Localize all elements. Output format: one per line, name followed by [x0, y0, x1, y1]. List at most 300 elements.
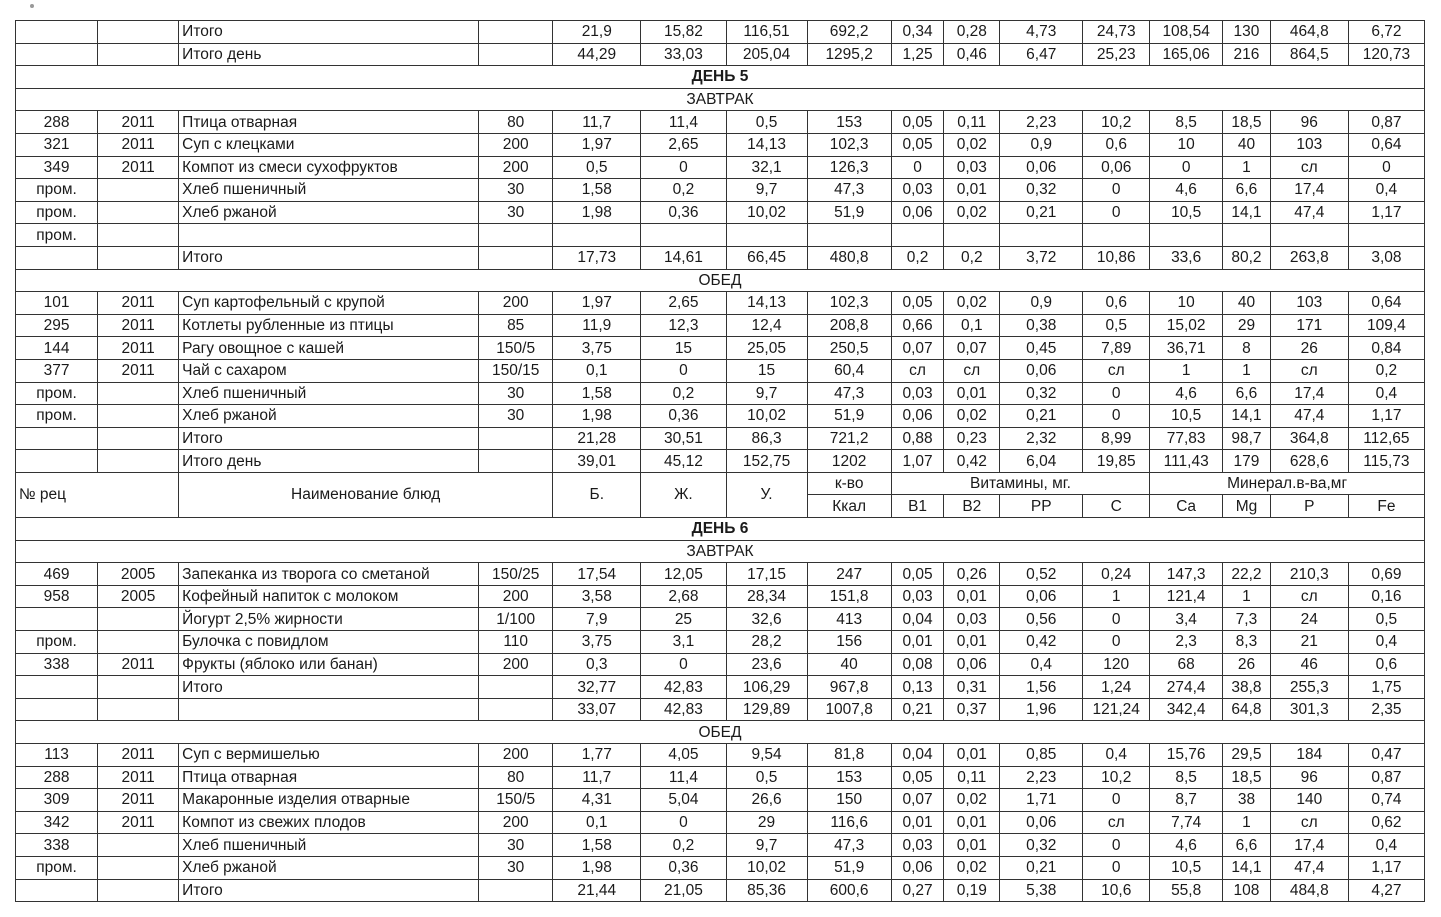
- protein-cell: 11,9: [553, 314, 641, 337]
- table-row: [16, 766, 1425, 789]
- phosphorus-cell: сл: [1270, 156, 1348, 179]
- calcium-cell: 55,8: [1150, 879, 1223, 902]
- recipe-year-cell: 2011: [98, 766, 179, 789]
- vitamin-c-cell: 121,24: [1083, 698, 1150, 721]
- vitamin-pp-cell: 2,23: [1000, 766, 1083, 789]
- recipe-year-cell: 2011: [98, 789, 179, 812]
- phosphorus-cell: сл: [1270, 585, 1348, 608]
- iron-cell: 0,84: [1348, 337, 1424, 360]
- calcium-cell: 0: [1150, 156, 1223, 179]
- kcal-cell: 250,5: [807, 337, 891, 360]
- phosphorus-cell: 17,4: [1270, 382, 1348, 405]
- vitamin-b2-cell: 0,01: [944, 179, 1000, 202]
- protein-cell: 0,3: [553, 653, 641, 676]
- magnesium-cell: 80,2: [1223, 246, 1271, 269]
- table-row: [16, 608, 1425, 631]
- vitamin-pp-cell: 1,56: [1000, 676, 1083, 699]
- vitamin-b2-cell: 0,07: [944, 337, 1000, 360]
- calcium-cell: 8,5: [1150, 111, 1223, 134]
- kcal-cell: 967,8: [807, 676, 891, 699]
- table-row: [16, 359, 1425, 382]
- protein-cell: 1,98: [553, 405, 641, 428]
- table-row: [16, 111, 1425, 134]
- phosphorus-cell: 46: [1270, 653, 1348, 676]
- recipe-number-cell: 338: [16, 834, 98, 857]
- protein-cell: 17,54: [553, 563, 641, 586]
- table-row: [16, 405, 1425, 428]
- vitamin-c-cell: 0,6: [1083, 292, 1150, 315]
- table-row: [16, 585, 1425, 608]
- vitamin-pp-cell: 0,06: [1000, 359, 1083, 382]
- table-row: [16, 789, 1425, 812]
- portion-cell: 80: [479, 766, 553, 789]
- kcal-cell: 102,3: [807, 133, 891, 156]
- magnesium-cell: 40: [1223, 292, 1271, 315]
- vitamin-b1-cell: 0,34: [891, 21, 944, 44]
- phosphorus-cell: 103: [1270, 133, 1348, 156]
- recipe-year-cell: [98, 246, 179, 269]
- phosphorus-cell: сл: [1270, 811, 1348, 834]
- dish-name-cell: Чай с сахаром: [179, 359, 479, 382]
- vitamin-c-cell: 0: [1083, 631, 1150, 654]
- protein-cell: 0,1: [553, 359, 641, 382]
- vitamin-b2-cell: 0,01: [944, 811, 1000, 834]
- vitamin-c-cell: сл: [1083, 811, 1150, 834]
- recipe-year-cell: [98, 676, 179, 699]
- carbs-cell: 15: [726, 359, 807, 382]
- vitamin-pp-cell: 1,96: [1000, 698, 1083, 721]
- carbs-cell: 9,7: [726, 834, 807, 857]
- table-row: [16, 676, 1425, 699]
- recipe-number-cell: 469: [16, 563, 98, 586]
- phosphorus-cell: 24: [1270, 608, 1348, 631]
- table-row: [16, 698, 1425, 721]
- iron-cell: 1,17: [1348, 405, 1424, 428]
- magnesium-cell: 40: [1223, 133, 1271, 156]
- magnesium-cell: 108: [1223, 879, 1271, 902]
- table-row: [16, 156, 1425, 179]
- fat-cell: 2,68: [641, 585, 726, 608]
- recipe-number-cell: [16, 879, 98, 902]
- recipe-number-cell: [16, 427, 98, 450]
- magnesium-cell: 8: [1223, 337, 1271, 360]
- vitamin-pp-cell: 6,47: [1000, 43, 1083, 66]
- phosphorus-cell: 184: [1270, 744, 1348, 767]
- portion-cell: 150/25: [479, 563, 553, 586]
- protein-cell: 7,9: [553, 608, 641, 631]
- meal-heading: ОБЕД: [16, 721, 1425, 744]
- vitamin-c-cell: [1083, 224, 1150, 247]
- dish-name-cell: [179, 698, 479, 721]
- kcal-cell: 51,9: [807, 856, 891, 879]
- dish-name-cell: Итого: [179, 879, 479, 902]
- vitamin-pp-cell: 0,9: [1000, 133, 1083, 156]
- recipe-number-cell: 288: [16, 111, 98, 134]
- dish-name-cell: Суп картофельный с крупой: [179, 292, 479, 315]
- dish-name-cell: Птица отварная: [179, 766, 479, 789]
- vitamin-pp-cell: 0,32: [1000, 179, 1083, 202]
- recipe-year-cell: 2011: [98, 653, 179, 676]
- scan-speck: [30, 4, 34, 8]
- protein-cell: 1,98: [553, 201, 641, 224]
- vitamin-pp-cell: 0,32: [1000, 382, 1083, 405]
- table-row: [16, 856, 1425, 879]
- meal-heading: ЗАВТРАК: [16, 540, 1425, 563]
- fat-cell: 11,4: [641, 111, 726, 134]
- table-row: [16, 43, 1425, 66]
- calcium-cell: 10,5: [1150, 201, 1223, 224]
- recipe-year-cell: [98, 856, 179, 879]
- table-row: [16, 133, 1425, 156]
- phosphorus-cell: 464,8: [1270, 21, 1348, 44]
- protein-cell: 3,75: [553, 631, 641, 654]
- iron-cell: [1348, 224, 1424, 247]
- fat-cell: 30,51: [641, 427, 726, 450]
- carbs-cell: 116,51: [726, 21, 807, 44]
- vitamin-b1-cell: 0,07: [891, 337, 944, 360]
- vitamin-b1-cell: 0,05: [891, 766, 944, 789]
- recipe-year-cell: 2005: [98, 585, 179, 608]
- day-heading-row: [16, 66, 1425, 89]
- day-heading-row: [16, 518, 1425, 541]
- calcium-cell: 121,4: [1150, 585, 1223, 608]
- magnesium-cell: 14,1: [1223, 201, 1271, 224]
- table-row: [16, 563, 1425, 586]
- table-row: [16, 292, 1425, 315]
- table-row: [16, 224, 1425, 247]
- magnesium-cell: 18,5: [1223, 766, 1271, 789]
- iron-cell: 0,64: [1348, 133, 1424, 156]
- vitamin-c-cell: 0,4: [1083, 744, 1150, 767]
- kcal-cell: 40: [807, 653, 891, 676]
- portion-cell: 30: [479, 405, 553, 428]
- table-row: [16, 337, 1425, 360]
- vitamin-b1-cell: 0,2: [891, 246, 944, 269]
- magnesium-cell: 64,8: [1223, 698, 1271, 721]
- carbs-cell: 17,15: [726, 563, 807, 586]
- vitamin-b1-cell: сл: [891, 359, 944, 382]
- dish-name-cell: Суп с вермишелью: [179, 744, 479, 767]
- recipe-number-cell: пром.: [16, 382, 98, 405]
- vitamin-pp-cell: 0,56: [1000, 608, 1083, 631]
- vitamin-b1-cell: 0,03: [891, 834, 944, 857]
- recipe-year-cell: 2011: [98, 744, 179, 767]
- iron-cell: 0,69: [1348, 563, 1424, 586]
- phosphorus-cell: 484,8: [1270, 879, 1348, 902]
- vitamin-c-cell: 24,73: [1083, 21, 1150, 44]
- vitamin-b2-cell: 0,01: [944, 631, 1000, 654]
- header-cell-c: C: [1083, 495, 1150, 518]
- carbs-cell: 12,4: [726, 314, 807, 337]
- carbs-cell: 205,04: [726, 43, 807, 66]
- dish-name-cell: Хлеб пшеничный: [179, 382, 479, 405]
- recipe-year-cell: [98, 21, 179, 44]
- fat-cell: 11,4: [641, 766, 726, 789]
- protein-cell: 17,73: [553, 246, 641, 269]
- magnesium-cell: 38: [1223, 789, 1271, 812]
- vitamin-pp-cell: 0,06: [1000, 585, 1083, 608]
- recipe-number-cell: [16, 21, 98, 44]
- vitamin-b1-cell: 0,03: [891, 585, 944, 608]
- calcium-cell: 111,43: [1150, 450, 1223, 473]
- vitamin-b1-cell: 0,21: [891, 698, 944, 721]
- vitamin-b2-cell: 0,2: [944, 246, 1000, 269]
- meal-heading: ЗАВТРАК: [16, 88, 1425, 111]
- vitamin-b1-cell: 0,27: [891, 879, 944, 902]
- kcal-cell: 102,3: [807, 292, 891, 315]
- recipe-year-cell: [98, 179, 179, 202]
- table-row: [16, 201, 1425, 224]
- protein-cell: 32,77: [553, 676, 641, 699]
- dish-name-cell: Хлеб пшеничный: [179, 179, 479, 202]
- vitamin-b1-cell: 0,04: [891, 744, 944, 767]
- vitamin-c-cell: 10,2: [1083, 766, 1150, 789]
- phosphorus-cell: 864,5: [1270, 43, 1348, 66]
- recipe-year-cell: [98, 879, 179, 902]
- recipe-year-cell: [98, 631, 179, 654]
- calcium-cell: 274,4: [1150, 676, 1223, 699]
- vitamin-c-cell: 0: [1083, 834, 1150, 857]
- magnesium-cell: 216: [1223, 43, 1271, 66]
- vitamin-b2-cell: 0,1: [944, 314, 1000, 337]
- iron-cell: 112,65: [1348, 427, 1424, 450]
- recipe-number-cell: [16, 698, 98, 721]
- iron-cell: 0,87: [1348, 111, 1424, 134]
- fat-cell: 15: [641, 337, 726, 360]
- vitamin-pp-cell: 0,21: [1000, 405, 1083, 428]
- recipe-number-cell: 338: [16, 653, 98, 676]
- recipe-number-cell: 349: [16, 156, 98, 179]
- phosphorus-cell: 17,4: [1270, 834, 1348, 857]
- protein-cell: 39,01: [553, 450, 641, 473]
- dish-name-cell: Хлеб ржаной: [179, 856, 479, 879]
- header-cell-vitamins: Витамины, мг.: [891, 472, 1149, 495]
- kcal-cell: 413: [807, 608, 891, 631]
- fat-cell: 0,36: [641, 405, 726, 428]
- carbs-cell: 10,02: [726, 405, 807, 428]
- protein-cell: 1,98: [553, 856, 641, 879]
- table-row: [16, 21, 1425, 44]
- vitamin-b1-cell: 0,06: [891, 856, 944, 879]
- header-cell-fe: Fe: [1348, 495, 1424, 518]
- dish-name-cell: Хлеб пшеничный: [179, 834, 479, 857]
- iron-cell: 0,16: [1348, 585, 1424, 608]
- calcium-cell: 33,6: [1150, 246, 1223, 269]
- vitamin-pp-cell: 0,38: [1000, 314, 1083, 337]
- kcal-cell: 208,8: [807, 314, 891, 337]
- iron-cell: 0,47: [1348, 744, 1424, 767]
- magnesium-cell: 26: [1223, 653, 1271, 676]
- recipe-number-cell: пром.: [16, 201, 98, 224]
- carbs-cell: 28,2: [726, 631, 807, 654]
- iron-cell: 6,72: [1348, 21, 1424, 44]
- vitamin-pp-cell: 0,21: [1000, 201, 1083, 224]
- phosphorus-cell: 17,4: [1270, 179, 1348, 202]
- vitamin-c-cell: 0: [1083, 382, 1150, 405]
- magnesium-cell: 179: [1223, 450, 1271, 473]
- header-cell-b2: B2: [944, 495, 1000, 518]
- fat-cell: 0,36: [641, 201, 726, 224]
- header-cell-b1: B1: [891, 495, 944, 518]
- magnesium-cell: 18,5: [1223, 111, 1271, 134]
- magnesium-cell: 38,8: [1223, 676, 1271, 699]
- protein-cell: 11,7: [553, 766, 641, 789]
- vitamin-c-cell: 0: [1083, 789, 1150, 812]
- fat-cell: 4,05: [641, 744, 726, 767]
- portion-cell: 150/5: [479, 337, 553, 360]
- iron-cell: 0,4: [1348, 382, 1424, 405]
- portion-cell: 150/15: [479, 359, 553, 382]
- vitamin-b2-cell: сл: [944, 359, 1000, 382]
- vitamin-b1-cell: 0,08: [891, 653, 944, 676]
- fat-cell: 0: [641, 653, 726, 676]
- table-row: [16, 811, 1425, 834]
- dish-name-cell: Птица отварная: [179, 111, 479, 134]
- phosphorus-cell: 21: [1270, 631, 1348, 654]
- recipe-year-cell: 2011: [98, 292, 179, 315]
- magnesium-cell: 1: [1223, 359, 1271, 382]
- dish-name-cell: Итого: [179, 21, 479, 44]
- protein-cell: 21,28: [553, 427, 641, 450]
- recipe-year-cell: [98, 608, 179, 631]
- vitamin-b1-cell: 0,07: [891, 789, 944, 812]
- recipe-year-cell: 2011: [98, 156, 179, 179]
- meal-heading-row: [16, 540, 1425, 563]
- portion-cell: 200: [479, 133, 553, 156]
- protein-cell: 33,07: [553, 698, 641, 721]
- calcium-cell: 342,4: [1150, 698, 1223, 721]
- calcium-cell: 8,7: [1150, 789, 1223, 812]
- dish-name-cell: Компот из смеси сухофруктов: [179, 156, 479, 179]
- iron-cell: 4,27: [1348, 879, 1424, 902]
- vitamin-c-cell: 0: [1083, 405, 1150, 428]
- vitamin-b2-cell: 0,01: [944, 585, 1000, 608]
- vitamin-c-cell: 0,5: [1083, 314, 1150, 337]
- vitamin-c-cell: 10,86: [1083, 246, 1150, 269]
- vitamin-pp-cell: 0,32: [1000, 834, 1083, 857]
- kcal-cell: 151,8: [807, 585, 891, 608]
- vitamin-pp-cell: 0,21: [1000, 856, 1083, 879]
- vitamin-b1-cell: 1,07: [891, 450, 944, 473]
- recipe-number-cell: 321: [16, 133, 98, 156]
- vitamin-b2-cell: 0,02: [944, 789, 1000, 812]
- carbs-cell: 14,13: [726, 133, 807, 156]
- header-cell-b: Б.: [553, 472, 641, 517]
- table-body: [16, 21, 1425, 902]
- protein-cell: 44,29: [553, 43, 641, 66]
- carbs-cell: 0,5: [726, 111, 807, 134]
- fat-cell: 0,36: [641, 856, 726, 879]
- portion-cell: [479, 698, 553, 721]
- carbs-cell: 10,02: [726, 201, 807, 224]
- magnesium-cell: 29: [1223, 314, 1271, 337]
- portion-cell: [479, 450, 553, 473]
- vitamin-c-cell: 1: [1083, 585, 1150, 608]
- meal-heading-row: [16, 269, 1425, 292]
- fat-cell: 0,2: [641, 179, 726, 202]
- phosphorus-cell: 103: [1270, 292, 1348, 315]
- iron-cell: 0,4: [1348, 179, 1424, 202]
- calcium-cell: 4,6: [1150, 179, 1223, 202]
- vitamin-b1-cell: 0,05: [891, 292, 944, 315]
- iron-cell: 0,87: [1348, 766, 1424, 789]
- protein-cell: 1,58: [553, 834, 641, 857]
- vitamin-b2-cell: 0,03: [944, 156, 1000, 179]
- vitamin-b2-cell: 0,11: [944, 766, 1000, 789]
- protein-cell: 1,58: [553, 382, 641, 405]
- recipe-year-cell: [98, 405, 179, 428]
- iron-cell: 1,17: [1348, 201, 1424, 224]
- table-row: [16, 450, 1425, 473]
- magnesium-cell: 6,6: [1223, 834, 1271, 857]
- protein-cell: [553, 224, 641, 247]
- iron-cell: 1,17: [1348, 856, 1424, 879]
- vitamin-pp-cell: 0,85: [1000, 744, 1083, 767]
- carbs-cell: 32,1: [726, 156, 807, 179]
- protein-cell: 4,31: [553, 789, 641, 812]
- vitamin-b2-cell: 0,42: [944, 450, 1000, 473]
- protein-cell: 1,97: [553, 133, 641, 156]
- kcal-cell: 1007,8: [807, 698, 891, 721]
- calcium-cell: 8,5: [1150, 766, 1223, 789]
- vitamin-c-cell: 7,89: [1083, 337, 1150, 360]
- vitamin-c-cell: 19,85: [1083, 450, 1150, 473]
- dish-name-cell: Итого: [179, 427, 479, 450]
- carbs-cell: 9,7: [726, 382, 807, 405]
- protein-cell: 3,75: [553, 337, 641, 360]
- iron-cell: 109,4: [1348, 314, 1424, 337]
- portion-cell: [479, 43, 553, 66]
- recipe-number-cell: [16, 43, 98, 66]
- phosphorus-cell: 26: [1270, 337, 1348, 360]
- vitamin-c-cell: 0: [1083, 179, 1150, 202]
- kcal-cell: 156: [807, 631, 891, 654]
- recipe-number-cell: 309: [16, 789, 98, 812]
- meal-heading-row: [16, 721, 1425, 744]
- recipe-number-cell: 113: [16, 744, 98, 767]
- recipe-year-cell: [98, 382, 179, 405]
- vitamin-b2-cell: 0,02: [944, 201, 1000, 224]
- calcium-cell: 10: [1150, 292, 1223, 315]
- header-cell-ca: Ca: [1150, 495, 1223, 518]
- portion-cell: 200: [479, 811, 553, 834]
- kcal-cell: 480,8: [807, 246, 891, 269]
- column-header-row: [16, 472, 1425, 495]
- phosphorus-cell: 47,4: [1270, 856, 1348, 879]
- magnesium-cell: 6,6: [1223, 179, 1271, 202]
- portion-cell: 30: [479, 382, 553, 405]
- recipe-year-cell: [98, 427, 179, 450]
- fat-cell: 14,61: [641, 246, 726, 269]
- recipe-number-cell: 288: [16, 766, 98, 789]
- vitamin-b2-cell: 0,46: [944, 43, 1000, 66]
- kcal-cell: 1295,2: [807, 43, 891, 66]
- dish-name-cell: Фрукты (яблоко или банан): [179, 653, 479, 676]
- vitamin-b2-cell: 0,06: [944, 653, 1000, 676]
- magnesium-cell: 130: [1223, 21, 1271, 44]
- table-row: [16, 653, 1425, 676]
- recipe-number-cell: 101: [16, 292, 98, 315]
- vitamin-pp-cell: 5,38: [1000, 879, 1083, 902]
- dish-name-cell: Суп с клецками: [179, 133, 479, 156]
- kcal-cell: 692,2: [807, 21, 891, 44]
- vitamin-b1-cell: 0,13: [891, 676, 944, 699]
- meal-heading-row: [16, 88, 1425, 111]
- recipe-number-cell: [16, 246, 98, 269]
- iron-cell: 0,5: [1348, 608, 1424, 631]
- vitamin-b1-cell: 0,01: [891, 631, 944, 654]
- vitamin-c-cell: 0: [1083, 201, 1150, 224]
